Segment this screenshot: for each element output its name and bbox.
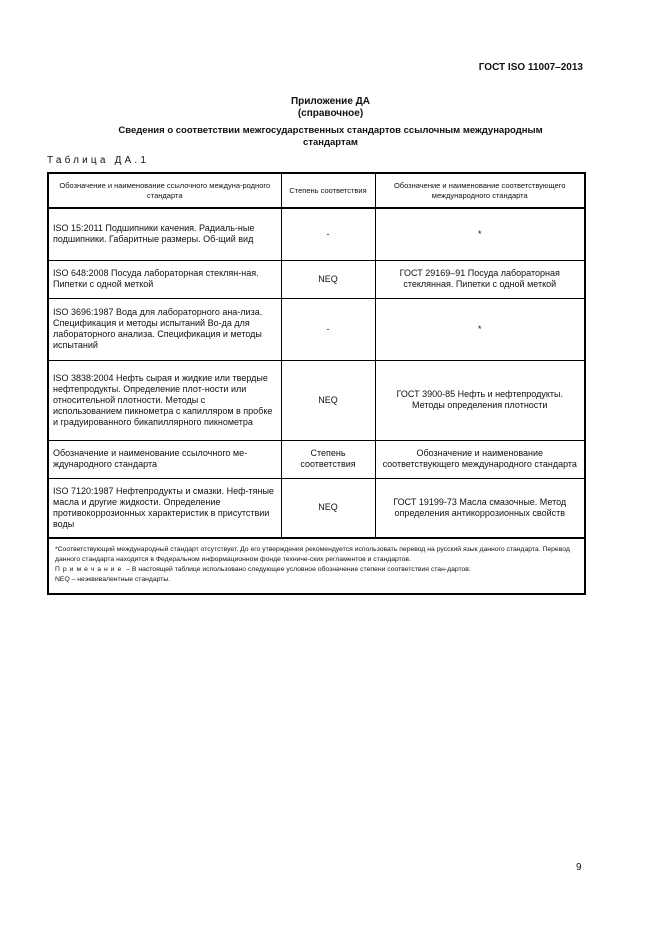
table-label: Таблица ДА.1 xyxy=(47,155,150,166)
cell-reference-standard: ISO 15:2011 Подшипники качения. Радиаль-ные подшипники. Габаритные размеры. Об-щий вид xyxy=(48,208,281,260)
star-footnote: *Соответствующий международный стандарт отсутствует. До его утверждения рекомендуется использовать перевод на русский язык данного стандарта. Перевод данного стандарта находится в Федеральном информационном фонде техниче-ских регламентов и стандартов. xyxy=(55,546,570,563)
table-row xyxy=(48,478,585,538)
note-line xyxy=(55,565,578,575)
appendix-title: Приложение ДА xyxy=(290,96,371,107)
table-row xyxy=(48,298,585,360)
column-header-reference-standard: Обозначение и наименование ссылочного междуна-родного стандарта xyxy=(48,173,281,208)
cell-degree: NEQ xyxy=(281,478,375,538)
column-header-degree: Степень соответствия xyxy=(281,173,375,208)
table-repeat-header-row xyxy=(48,440,585,478)
cell-international-standard: ГОСТ 3900-85 Нефть и нефтепродукты. Методы определения плотности xyxy=(375,360,585,440)
note-label: Примечание xyxy=(55,566,125,573)
section-title: Сведения о соответствии межгосударственных стандартов ссылочным международным стандартам xyxy=(118,125,543,148)
neq-definition: NEQ – неэквивалентные стандарты. xyxy=(55,576,171,583)
document-code: ГОСТ ISO 11007–2013 xyxy=(478,62,583,73)
cell-degree: NEQ xyxy=(281,360,375,440)
appendix-heading xyxy=(0,96,661,120)
table-row xyxy=(48,360,585,440)
appendix-subtitle: (справочное) xyxy=(297,108,364,119)
table-footnote-row xyxy=(48,538,585,594)
cell-degree: NEQ xyxy=(281,260,375,298)
cell-reference-standard: Обозначение и наименование ссылочного ме-ждународного стандарта xyxy=(48,440,281,478)
cell-international-standard: * xyxy=(375,298,585,360)
table-row xyxy=(48,260,585,298)
cell-degree: - xyxy=(281,298,375,360)
page-number: 9 xyxy=(576,862,582,873)
cell-international-standard: ГОСТ 19199-73 Масла смазочные. Метод определения антикоррозионных свойств xyxy=(375,478,585,538)
cell-international-standard: ГОСТ 29169–91 Посуда лабораторная стеклянная. Пипетки с одной меткой xyxy=(375,260,585,298)
cell-degree: Степень соответствия xyxy=(281,440,375,478)
column-header-international-standard: Обозначение и наименование соответствующего международного стандарта xyxy=(375,173,585,208)
note-text: – В настоящей таблице использовано следующее условное обозначение степени соответствия стан-дартов: xyxy=(124,566,471,573)
cell-international-standard: * xyxy=(375,208,585,260)
cell-international-standard: Обозначение и наименование соответствующего международного стандарта xyxy=(375,440,585,478)
cell-reference-standard: ISO 7120:1987 Нефтепродукты и смазки. Неф-тяные масла и другие жидкости. Определение противокоррозионных характеристик в присутствии воды xyxy=(48,478,281,538)
standards-table xyxy=(47,172,586,595)
table-footnote xyxy=(48,538,585,594)
table-row xyxy=(48,208,585,260)
cell-reference-standard: ISO 3696:1987 Вода для лабораторного ана-лиза. Спецификация и методы испытаний Во-да для лабораторного анализа. Спецификация и методы испытаний xyxy=(48,298,281,360)
table-header-row xyxy=(48,173,585,208)
cell-degree: - xyxy=(281,208,375,260)
cell-reference-standard: ISO 3838:2004 Нефть сырая и жидкие или твердые нефтепродукты. Определение плот-ности или относительной плотности. Методы с использованием пикнометра с капилляром в пробке и градуированного бикапиллярного пикнометра xyxy=(48,360,281,440)
cell-reference-standard: ISO 648:2008 Посуда лабораторная стеклян-ная. Пипетки с одной меткой xyxy=(48,260,281,298)
